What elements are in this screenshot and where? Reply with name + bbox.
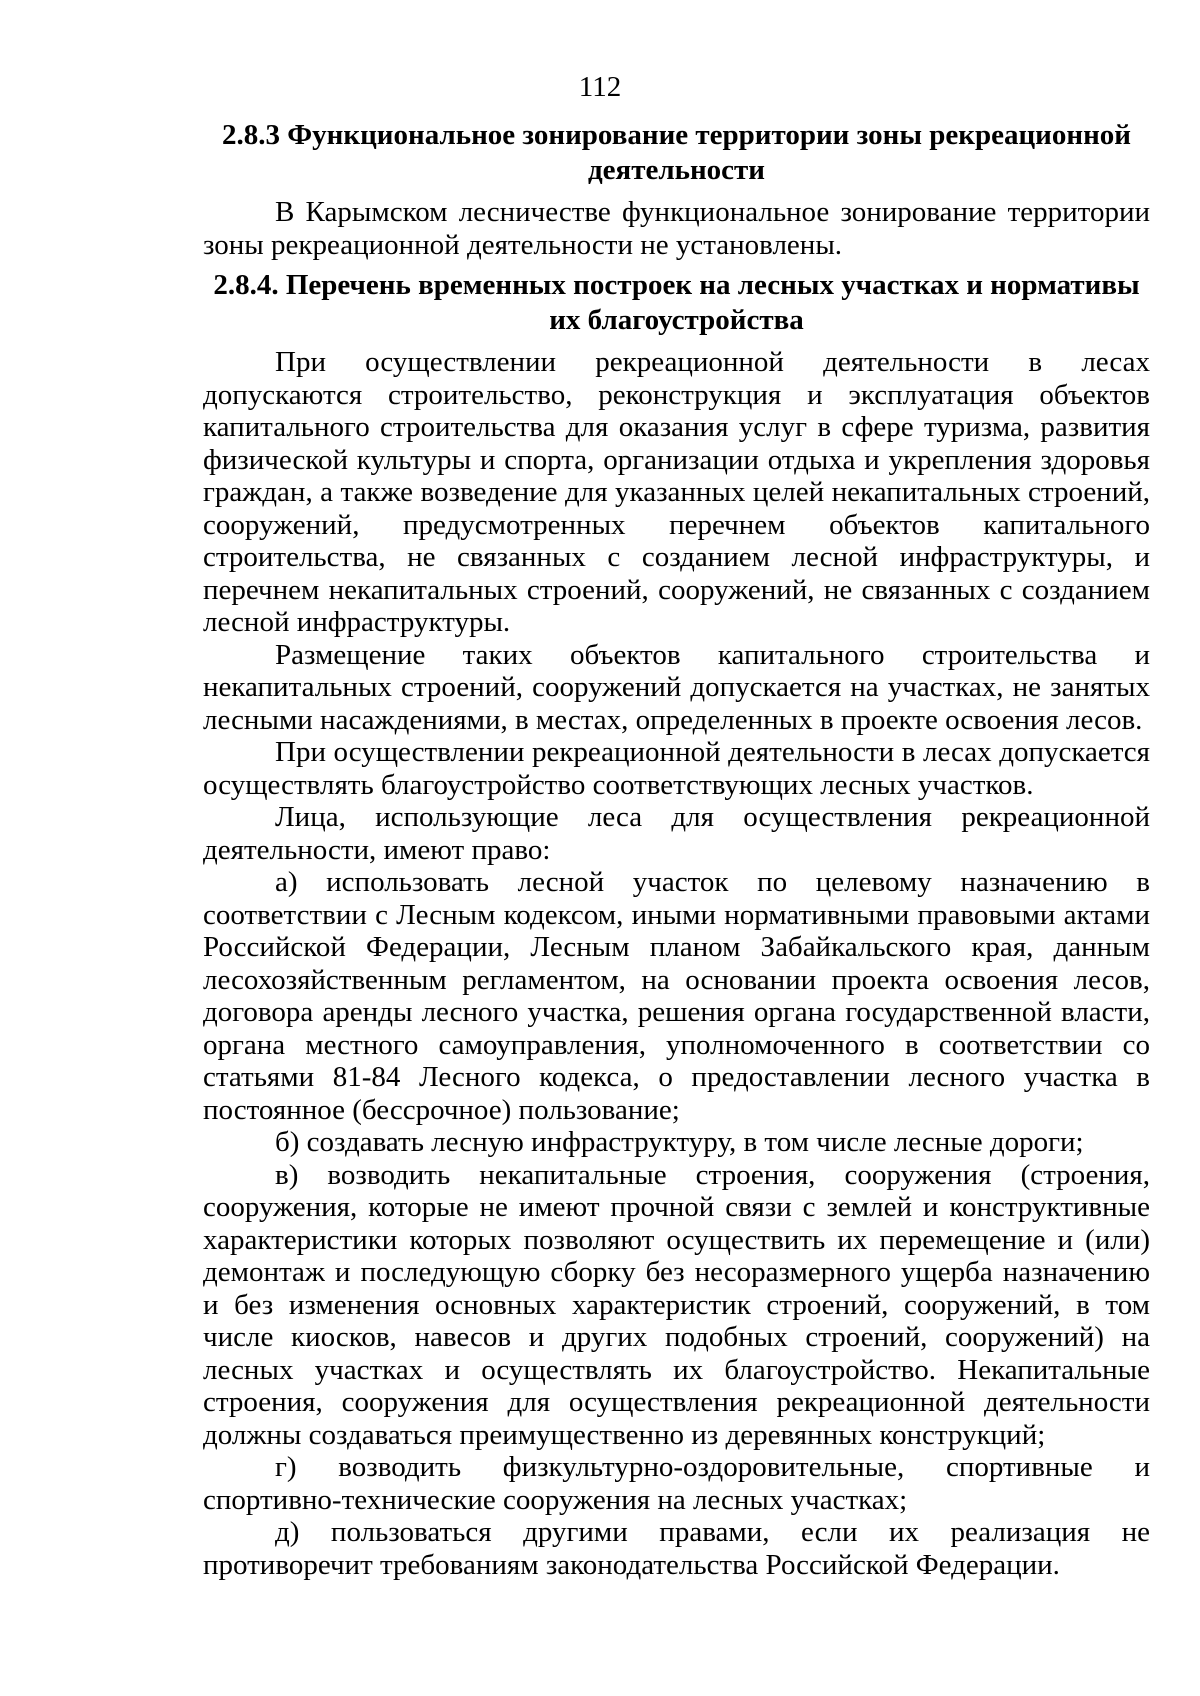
section-2-8-3-heading: 2.8.3 Функциональное зонирование территории зоны рекреационной деятельности — [222, 119, 1131, 186]
rights-item-b: б) создавать лесную инфраструктуру, в том числе лесные дороги; — [275, 1126, 1084, 1158]
rights-item-a: а) использовать лесной участок по целевому назначению в соответствии с Лесным кодексом, иными нормативными правовыми актами Российской Федерации, Лесным планом Забайкальского края, данным лесохозяйственным регламентом, на основании проекта освоения лесов, договора аренды лесного участка, решения органа государственной власти, органа местного самоуправления, уполномоченного в соответствии со статьями 81-84 Лесного кодекса, о предоставлении лесного участка в постоянное (бессрочное) пользование; — [203, 866, 1150, 1126]
page-content — [203, 110, 1150, 1581]
page-number: 112 — [578, 71, 622, 103]
rights-item-v: в) возводить некапитальные строения, сооружения (строения, сооружения, которые не имеют прочной связи с землей и конструктивные характеристики которых позволяют осуществить их перемещение и (или) демонтаж и последующую сборку без несоразмерного ущерба назначению и без изменения основных характеристик строений, сооружений, в том числе киосков, навесов и других подобных строений, сооружений) на лесных участках и осуществлять их благоустройство. Некапитальные строения, сооружения для осуществления рекреационной деятельности должны создаваться преимущественно из деревянных конструкций; — [203, 1158, 1150, 1451]
section-2-8-4-paragraph-1: При осуществлении рекреационной деятельности в лесах допускаются строительство, реконструкция и эксплуатация объектов капитального строительства для оказания услуг в сфере туризма, развития физической культуры и спорта, организации отдыха и укрепления здоровья граждан, а также возведение для указанных целей некапитальных строений, сооружений, предусмотренных перечнем объектов капитального строительства, не связанных с созданием лесной инфраструктуры, и перечнем некапитальных строений, сооружений, не связанных с созданием лесной инфраструктуры. — [203, 346, 1150, 638]
rights-item-d: д) пользоваться другими правами, если их реализация не противоречит требованиям законодательства Российской Федерации. — [203, 1516, 1150, 1581]
rights-item-g: г) возводить физкультурно-оздоровительные, спортивные и спортивно-технические сооружения на лесных участках; — [203, 1451, 1150, 1516]
section-2-8-4-heading: 2.8.4. Перечень временных построек на лесных участках и нормативы их благоустройства — [213, 269, 1140, 336]
section-2-8-4-paragraph-2: Размещение таких объектов капитального строительства и некапитальных строений, сооружений допускается на участках, не занятых лесными насаждениями, в местах, определенных в проекте освоения лесов. — [203, 638, 1150, 736]
section-2-8-4-paragraph-4: Лица, использующие леса для осуществления рекреационной деятельности, имеют право: — [203, 801, 1150, 866]
section-2-8-4-paragraph-3: При осуществлении рекреационной деятельности в лесах допускается осуществлять благоустройство соответствующих лесных участков. — [203, 736, 1150, 801]
section-2-8-3-paragraph: В Карымском лесничестве функциональное зонирование территории зоны рекреационной деятельности не установлены. — [203, 196, 1150, 261]
